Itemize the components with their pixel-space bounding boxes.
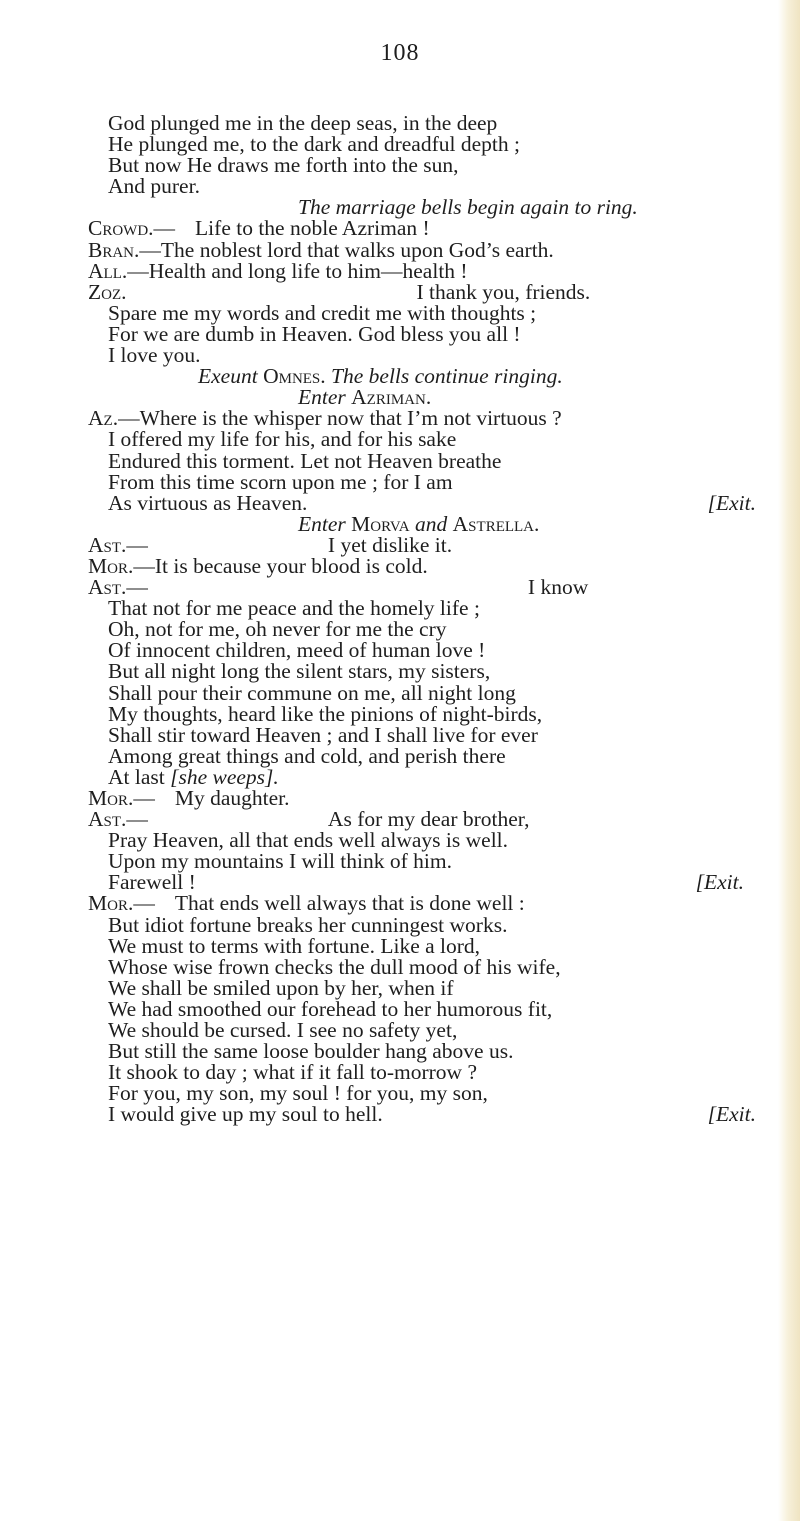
speech-text: The noblest lord that walks upon God’s earth. [160, 237, 554, 262]
verse-line: He plunged me, to the dark and dreadful depth ; [108, 132, 520, 157]
speech-text: As virtuous as Heaven. [108, 490, 308, 515]
speech-line [88, 408, 778, 429]
verse-line: For we are dumb in Heaven. God bless you all ! [108, 321, 521, 346]
verse-line: But idiot fortune breaks her cunningest works. [108, 912, 508, 937]
stage-direction [88, 511, 778, 536]
speaker-name: Ast.— [88, 807, 148, 832]
exit-direction: [Exit. [695, 870, 744, 895]
verse-line: I love you. [108, 343, 201, 368]
direction-word: Exeunt [198, 364, 258, 389]
verse-line: Spare me my words and credit me with thoughts ; [108, 300, 537, 325]
speech-line [88, 788, 778, 809]
verse-line: Oh, not for me, oh never for me the cry [108, 617, 447, 642]
verse-line: I offered my life for his, and for his sake [108, 427, 457, 452]
speech-line [88, 809, 778, 830]
verse-line: Of innocent children, meed of human love ! [108, 638, 486, 663]
verse-line: Endured this torment. Let not Heaven breathe [108, 448, 502, 473]
speech-line [88, 237, 778, 262]
character-names: Omnes. [263, 364, 326, 389]
direction-text: and [415, 511, 448, 536]
speech-text: At last [108, 764, 165, 789]
speech-text: I would give up my soul to hell. [108, 1102, 383, 1127]
speech-text: Farewell ! [108, 870, 196, 895]
character-names: Azriman. [351, 385, 432, 410]
speaker-name: Bran.— [88, 237, 161, 262]
speech-text: Where is the whisper now that I’m not virtuous ? [139, 406, 562, 431]
character-names: Astrella. [452, 511, 540, 536]
speech-text: Life to the noble Azriman ! [195, 216, 430, 241]
speech-line [88, 258, 778, 283]
speaker-name: Ast.— [88, 532, 148, 557]
speech-line [88, 218, 778, 239]
page-number: 108 [380, 40, 420, 66]
speech-line [88, 553, 778, 578]
verse-line: God plunged me in the deep seas, in the deep [108, 111, 498, 135]
character-names: Morva [351, 511, 410, 536]
speaker-name: Az.— [88, 406, 140, 431]
exit-direction: [Exit. [707, 490, 756, 515]
speech-text: That ends well always that is done well : [174, 891, 525, 916]
stage-direction [88, 366, 778, 387]
speech-line [88, 893, 778, 914]
verse-line: Shall pour their commune on me, all night long [108, 680, 516, 705]
speaker-name: Mor.— [88, 553, 155, 578]
verse-line: My thoughts, heard like the pinions of night-birds, [108, 701, 543, 726]
verse-line: From this time scorn upon me ; for I am [108, 469, 453, 494]
speech-text: My daughter. [174, 786, 290, 810]
speaker-name: Crowd.— [88, 216, 176, 241]
stage-direction: The marriage bells begin again to ring. [298, 195, 638, 220]
speaker-name: Mor.— [88, 786, 155, 810]
speech-text: As for my dear brother, [327, 807, 530, 832]
play-text [88, 113, 778, 1126]
speech-line [88, 532, 778, 557]
verse-line: Whose wise frown checks the dull mood of his wife, [108, 954, 561, 979]
speaker-name: Mor.— [88, 891, 155, 916]
verse-line: And purer. [108, 174, 200, 199]
exit-direction: [Exit. [707, 1102, 756, 1127]
verse-line: Upon my mountains I will think of him. [108, 849, 452, 874]
verse-line: We shall be smiled upon by her, when if [108, 975, 454, 1000]
verse-line [88, 872, 778, 893]
speech-line [88, 577, 778, 598]
inline-direction: [she weeps]. [170, 764, 279, 789]
page-edge-shadow [778, 0, 800, 1521]
speech-text: I know [527, 575, 589, 600]
speaker-name: All.— [88, 258, 149, 283]
verse-line: But all night long the silent stars, my sisters, [108, 659, 491, 684]
verse-line: It shook to day ; what if it fall to-morrow ? [108, 1060, 478, 1085]
stage-direction [88, 387, 778, 408]
verse-line: But now He draws me forth into the sun, [108, 153, 459, 178]
verse-line [88, 764, 778, 789]
direction-text: The bells continue ringing. [331, 364, 563, 389]
speech-text: Health and long life to him—health ! [148, 258, 468, 283]
verse-line: Pray Heaven, all that ends well always is well. [108, 828, 509, 853]
verse-line: Among great things and cold, and perish there [108, 743, 506, 768]
speech-text: I thank you, friends. [416, 279, 591, 304]
verse-line: But still the same loose boulder hang above us. [108, 1039, 514, 1064]
speech-text: It is because your blood is cold. [154, 553, 428, 578]
verse-line: We must to terms with fortune. Like a lord, [108, 933, 481, 958]
verse-line: Shall stir toward Heaven ; and I shall live for ever [108, 722, 538, 747]
speaker-name: Zoz. [88, 279, 127, 304]
speech-line [88, 279, 778, 304]
verse-line: We had smoothed our forehead to her humorous fit, [108, 996, 553, 1021]
verse-line [88, 490, 778, 515]
verse-line: That not for me peace and the homely life ; [108, 596, 480, 621]
direction-word: Enter [298, 511, 346, 536]
direction-word: Enter [298, 385, 346, 410]
verse-line [88, 1104, 778, 1125]
speech-text: I yet dislike it. [327, 532, 453, 557]
verse-line: For you, my son, my soul ! for you, my son, [108, 1081, 488, 1106]
verse-line: We should be cursed. I see no safety yet, [108, 1018, 458, 1043]
speaker-name: Ast.— [88, 575, 148, 600]
